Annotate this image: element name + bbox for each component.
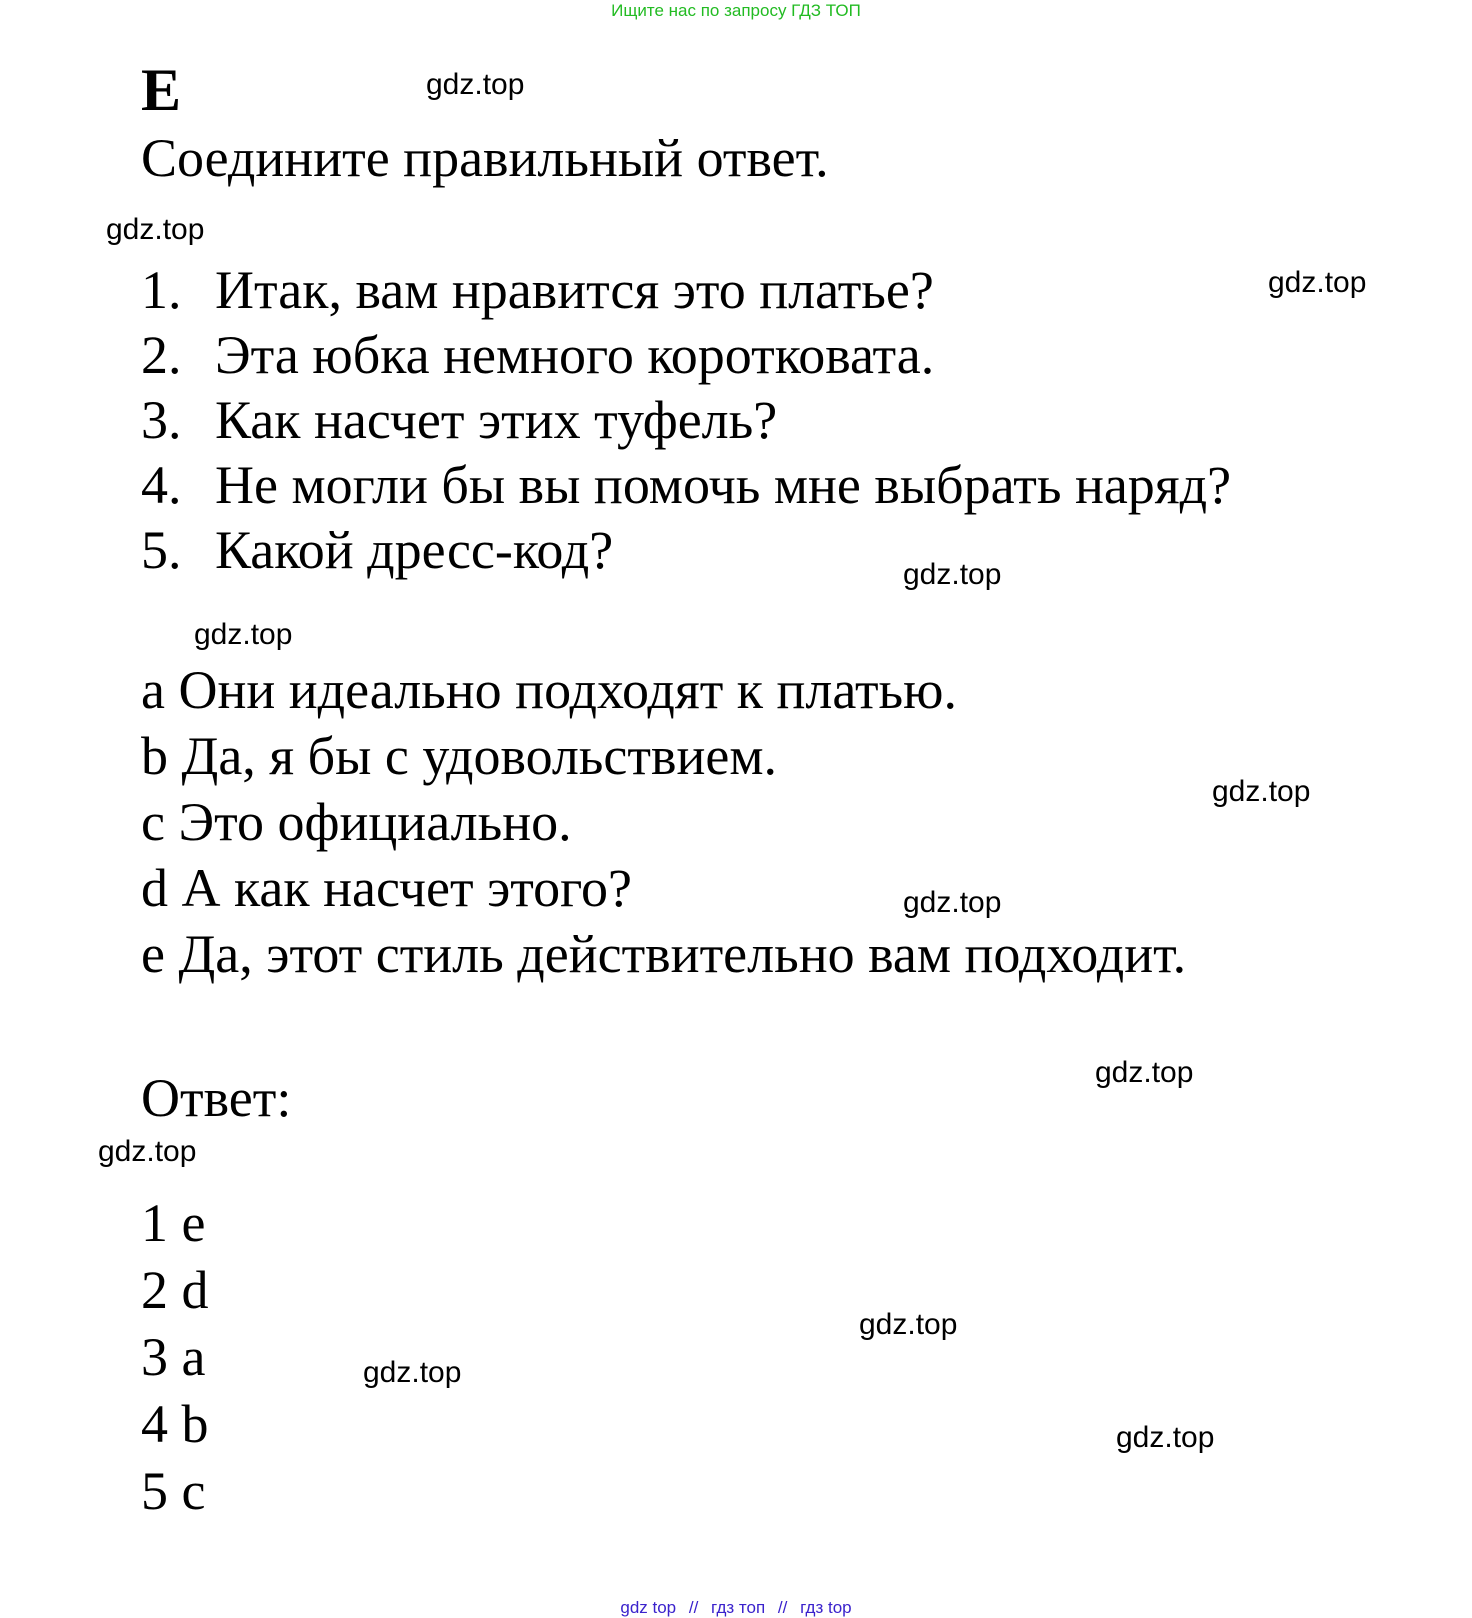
question-item bbox=[141, 455, 1231, 515]
watermark: gdz.top bbox=[98, 1135, 197, 1168]
top-banner: Ищите нас по запросу ГДЗ ТОП bbox=[611, 1, 861, 20]
answer-option-e: e Да, этот стиль действительно вам подходит. bbox=[141, 924, 1187, 984]
question-number: 3. bbox=[141, 390, 182, 450]
watermark: gdz.top bbox=[903, 558, 1002, 591]
question-number: 2. bbox=[141, 325, 182, 385]
footer-link[interactable]: gdz top bbox=[620, 1598, 677, 1617]
question-text: Какой дресс-код? bbox=[215, 520, 614, 580]
footer bbox=[0, 1598, 1472, 1618]
answer-key-item: 4 b bbox=[141, 1394, 209, 1454]
watermark: gdz.top bbox=[426, 68, 525, 101]
watermark: gdz.top bbox=[194, 618, 293, 651]
question-text: Как насчет этих туфель? bbox=[215, 390, 778, 450]
instruction: Соедините правильный ответ. bbox=[141, 128, 829, 188]
question-number: 5. bbox=[141, 520, 182, 580]
answer-option-b: b Да, я бы с удовольствием. bbox=[141, 726, 778, 786]
footer-link[interactable]: гдз top bbox=[800, 1598, 852, 1617]
question-item bbox=[141, 325, 934, 385]
watermark: gdz.top bbox=[903, 886, 1002, 919]
footer-separator: // bbox=[688, 1598, 699, 1617]
answer-option-d: d А как насчет этого? bbox=[141, 858, 632, 918]
answer-key-item: 2 d bbox=[141, 1260, 209, 1320]
watermark: gdz.top bbox=[859, 1308, 958, 1341]
watermark: gdz.top bbox=[106, 213, 205, 246]
footer-separator: // bbox=[777, 1598, 788, 1617]
answer-key-item: 5 c bbox=[141, 1461, 206, 1521]
question-text: Эта юбка немного коротковата. bbox=[215, 325, 935, 385]
question-item bbox=[141, 520, 613, 580]
question-item bbox=[141, 390, 777, 450]
watermark: gdz.top bbox=[1268, 266, 1367, 299]
question-text: Не могли бы вы помочь мне выбрать наряд? bbox=[215, 455, 1232, 515]
watermark: gdz.top bbox=[1212, 775, 1311, 808]
watermark: gdz.top bbox=[1116, 1421, 1215, 1454]
answer-option-a: a Они идеально подходят к платью. bbox=[141, 660, 958, 720]
answer-key-item: 3 a bbox=[141, 1327, 206, 1387]
watermark: gdz.top bbox=[363, 1356, 462, 1389]
question-number: 4. bbox=[141, 455, 182, 515]
footer-link[interactable]: гдз топ bbox=[711, 1598, 766, 1617]
exercise-heading: E bbox=[141, 57, 182, 123]
answer-title: Ответ: bbox=[141, 1068, 292, 1128]
question-text: Итак, вам нравится это платье? bbox=[215, 260, 934, 320]
question-item bbox=[141, 260, 934, 320]
watermark: gdz.top bbox=[1095, 1056, 1194, 1089]
answer-key-item: 1 e bbox=[141, 1193, 206, 1253]
question-number: 1. bbox=[141, 260, 182, 320]
answer-option-c: c Это официально. bbox=[141, 792, 572, 852]
